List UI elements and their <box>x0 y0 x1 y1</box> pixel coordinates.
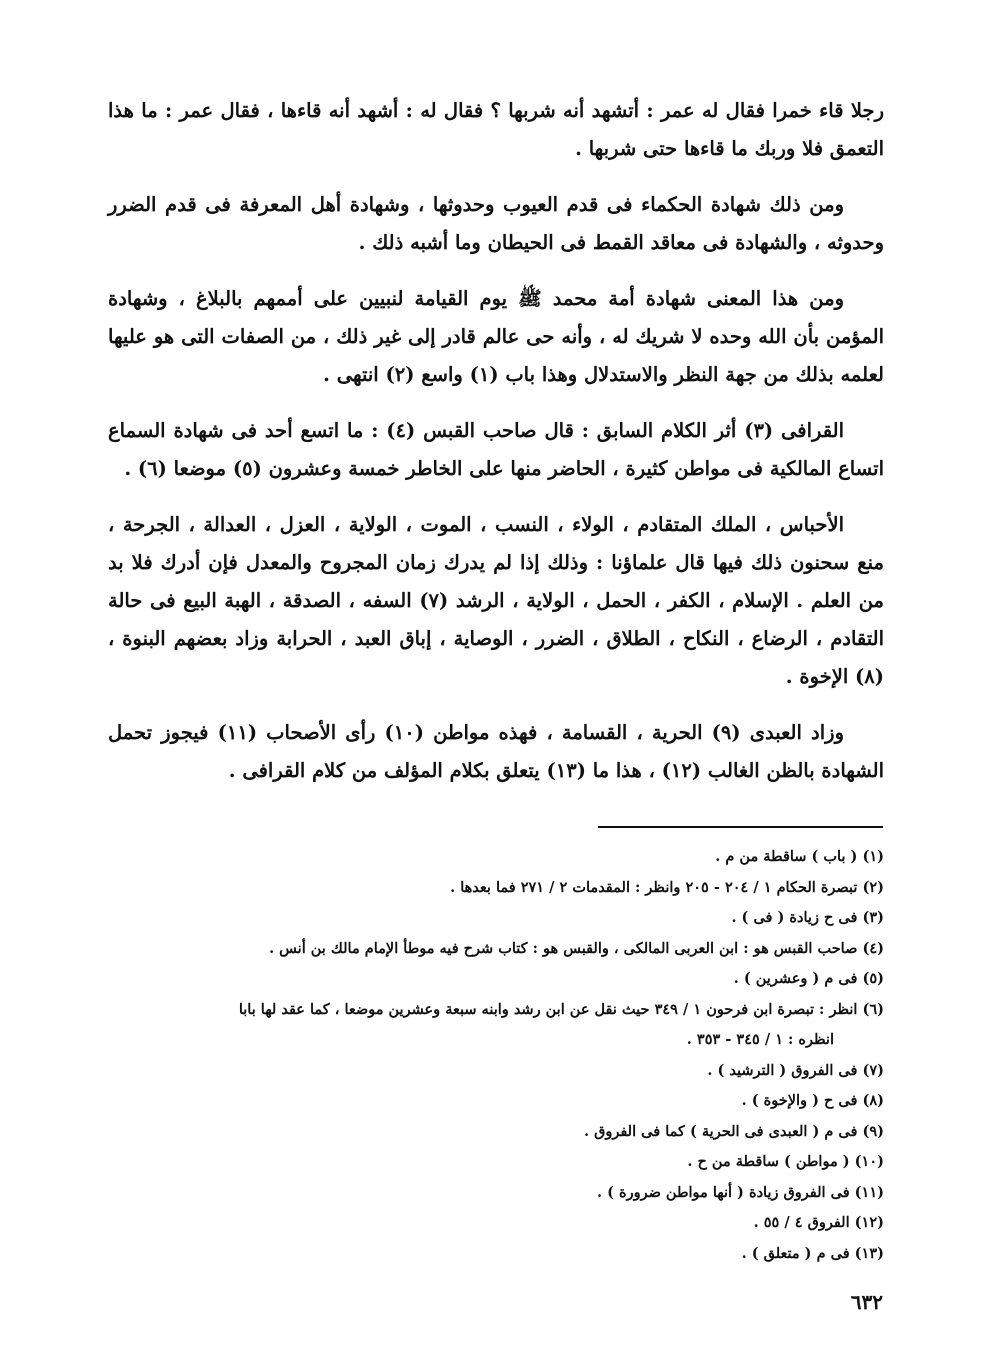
footnote-12: (١٢) الفروق ٤ / ٥٥ . <box>753 1214 884 1231</box>
footnote-divider <box>598 826 883 828</box>
footnote-2: (٢) تبصرة الحكام ١ / ٢٠٤ - ٢٠٥ وانظر : المقدمات ٢ / ٢٧١ فما بعدها . <box>450 878 884 896</box>
footnote-11: (١١) فى الفروق زيادة ( أنها مواطن ضرورة ) . <box>596 1183 884 1201</box>
footnote-4: (٤) صاحب القبس هو : ابن العربى المالكى ، والقبس هو : كتاب شرح فيه موطأ الإمام مالك بن أنس . <box>269 939 884 957</box>
footnote-1: (١) ( باب ) ساقطة من م . <box>715 848 884 865</box>
footnote-5: (٥) فى م ( وعشرين ) . <box>733 970 884 987</box>
footnote-6: (٦) انظر : تبصرة ابن فرحون ١ / ٣٤٩ حيث نقل عن ابن رشد وابنه سبعة وعشرين موضعا ، كما عقد لها بابا <box>238 1000 884 1018</box>
paragraph-2: ومن ذلك شهادة الحكماء فى قدم العيوب وحدوثها ، وشهادة أهل المعرفة فى قدم الضرر وحدوثه ، والشهادة فى معاقد القمط فى الحيطان وما أشبه ذلك . <box>108 193 884 254</box>
footnote-6-continued-text: انظره : ١ / ٣٤٥ - ٣٥٣ . <box>686 1031 834 1048</box>
footnote-7: (٧) فى الفروق ( الترشيد ) . <box>707 1061 884 1079</box>
footnotes <box>108 842 884 1269</box>
page-number: ٦٣٢ <box>850 1290 883 1314</box>
paragraph-4: القرافى (٣) أثر الكلام السابق : قال صاحب القبس (٤) : ما اتسع أحد فى شهادة السماع اتساع المالكية فى مواطن كثيرة ، الحاضر منها على الخاطر خمسة وعشرون (٥) موضعا (٦) . <box>108 419 884 480</box>
footnote-9: (٩) فى م ( العبدى فى الحرية ) كما فى الفروق . <box>584 1122 884 1140</box>
paragraph-1: رجلا قاء خمرا فقال له عمر : أتشهد أنه شربها ؟ فقال له : أشهد أنه قاءها ، فقال عمر : ما هذا التعمق فلا وربك ما قاءها حتى شربها . <box>108 99 884 160</box>
footnote-10: (١٠) ( مواطن ) ساقطة من ح . <box>687 1153 884 1170</box>
main-text <box>108 92 884 808</box>
footnote-8: (٨) فى ح ( والإخوة ) . <box>741 1092 884 1109</box>
footnote-13: (١٣) فى م ( متعلق ) . <box>741 1244 884 1262</box>
paragraph-6: وزاد العبدى (٩) الحرية ، القسامة ، فهذه مواطن (١٠) رأى الأصحاب (١١) فيجوز تحمل الشهادة بالظن الغالب (١٢) ، هذا ما (١٣) يتعلق بكلام المؤلف من كلام القرافى . <box>108 721 884 782</box>
footnote-6-continued <box>108 1025 884 1056</box>
paragraph-3: ومن هذا المعنى شهادة أمة محمد ﷺ يوم القيامة لنبيين على أممهم بالبلاغ ، وشهادة المؤمن بأن الله وحده لا شريك له ، وأنه حى عالم قادر إلى غير ذلك ، من الصفات التى هو عليها لعلمه بذلك من جهة النظر والاستدلال وهذا باب (١) واسع (٢) انتهى . <box>108 287 884 386</box>
footnote-3: (٣) فى ح زيادة ( فى ) . <box>731 909 884 926</box>
paragraph-5: الأحباس ، الملك المتقادم ، الولاء ، النسب ، الموت ، الولاية ، العزل ، العدالة ، الجرحة ، منع سحنون ذلك فيها قال علماؤنا : وذلك إذا لم يدرك زمان المجروح والمعدل فإن أدرك فلا بد من العلم . الإسلام ، الكفر ، الحمل ، الولاية ، الرشد (٧) السفه ، الصدقة ، الهبة البيع فى حالة التقادم ، الرضاع ، النكاح ، الطلاق ، الضرر ، الوصاية ، إباق العبد ، الحرابة وزاد بعضهم البنوة ، (٨) الإخوة . <box>108 513 885 688</box>
